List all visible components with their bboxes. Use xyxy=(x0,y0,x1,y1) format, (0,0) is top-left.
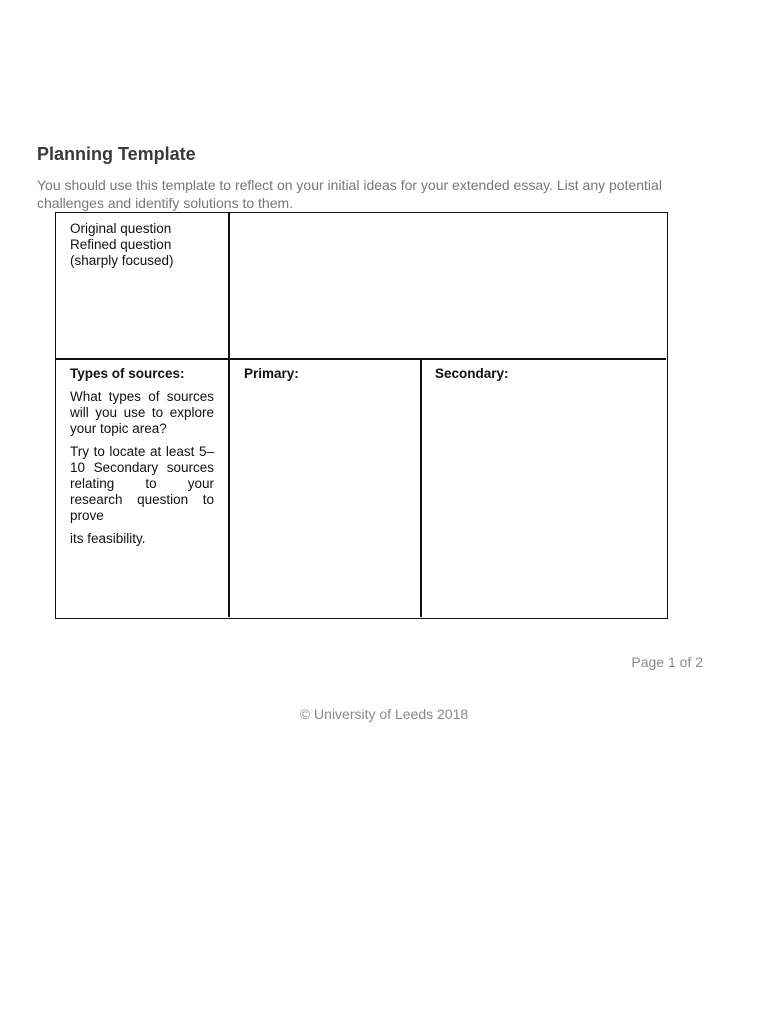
table-divider-vertical-2 xyxy=(420,358,422,617)
sources-question-text: What types of sources will you use to explore your topic area? xyxy=(70,389,214,436)
question-answer-cell[interactable] xyxy=(230,213,666,358)
copyright-notice: © University of Leeds 2018 xyxy=(299,706,469,722)
page-number: Page 1 of 2 xyxy=(631,654,703,670)
secondary-heading: Secondary: xyxy=(435,366,509,381)
original-question-label: Original question xyxy=(70,221,172,236)
primary-sources-cell[interactable] xyxy=(244,366,414,606)
intro-text: You should use this template to reflect on your initial ideas for your extended essay. List any potential challenges and identify solutions to them. xyxy=(37,177,662,211)
sources-label-cell xyxy=(70,366,214,547)
page-title: Planning Template xyxy=(37,144,196,164)
primary-heading: Primary: xyxy=(244,366,299,381)
table-divider-horizontal xyxy=(56,358,666,360)
sharply-focused-label: (sharply focused) xyxy=(70,253,174,268)
secondary-sources-cell[interactable] xyxy=(435,366,660,606)
refined-question-label: Refined question xyxy=(70,237,172,252)
planning-table xyxy=(55,212,668,619)
question-label-cell xyxy=(70,221,220,269)
sources-guidance-text: Try to locate at least 5–10 Secondary sources relating to your research question to prove xyxy=(70,444,214,523)
types-of-sources-heading: Types of sources: xyxy=(70,366,185,381)
sources-feasibility-text: its feasibility. xyxy=(70,531,146,546)
